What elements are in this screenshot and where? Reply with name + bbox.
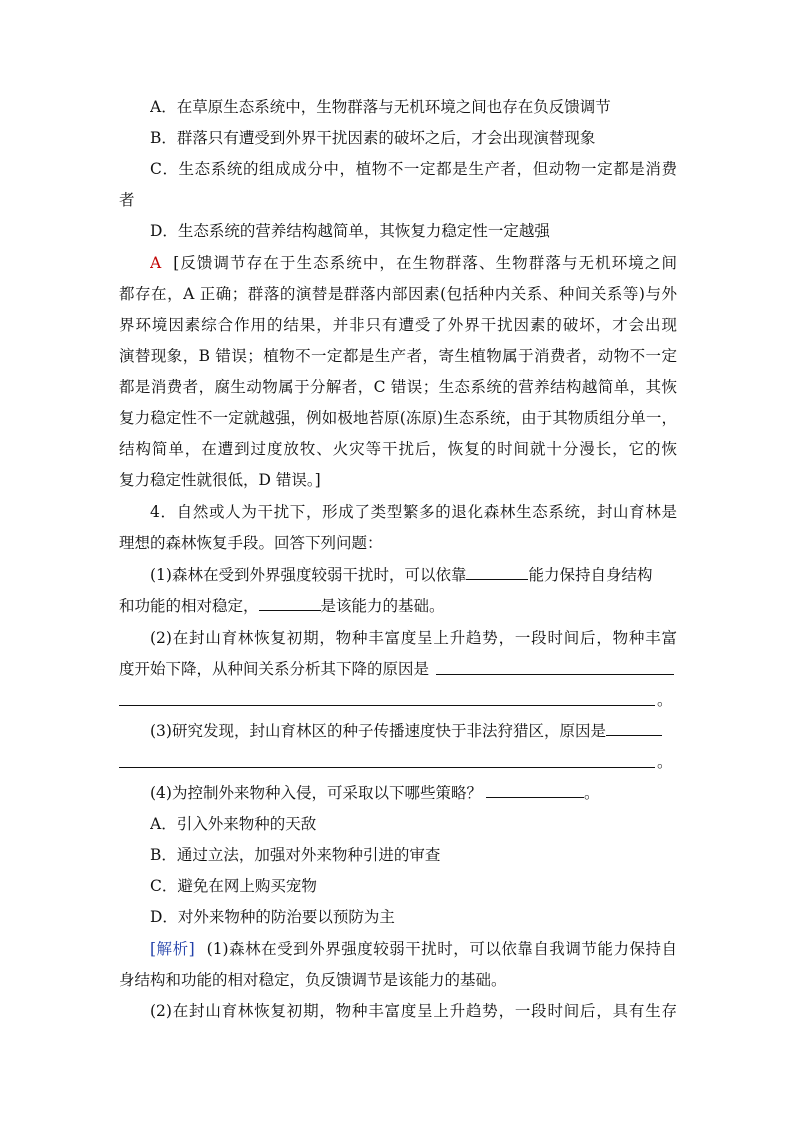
q3-option-c-line1: C．生态系统的组成成分中，植物不一定都是生产者，但动物一定都是消费 [150,160,677,178]
answer-blank[interactable] [436,674,674,675]
q3-explanation-line4: 演替现象，B 错误；植物不一定都是生产者，寄生植物属于消费者，动物不一定 [119,347,677,365]
answer-letter: A [150,254,162,272]
analysis-label: [解析] [150,940,195,958]
q3-explanation-line2: 都存在，A 正确；群落的演替是群落内部因素(包括种内关系、种间关系等)与外 [119,285,677,303]
answer-blank[interactable] [119,767,655,768]
explanation-text: [反馈调节存在于生态系统中，在生物群落、生物群落与无机环境之间 [173,254,677,272]
q4-part2-period: 。 [657,691,673,709]
q4-stem-line2: 理想的森林恢复手段。回答下列问题： [119,534,383,552]
q4-option-b: B．通过立法，加强对外来物种引进的审查 [150,846,441,864]
q4-part2-line2: 度开始下降，从种间关系分析其下降的原因是 [119,660,430,678]
q3-option-d: D．生态系统的营养结构越简单，其恢复力稳定性一定越强 [150,222,550,240]
q4-part3-line1 [150,720,677,742]
answer-blank[interactable] [119,705,655,706]
q4-part1-text-a: (1)森林在受到外界强度较弱干扰时，可以依靠 [150,566,467,584]
q4-part1-text-d: 是该能力的基础。 [320,597,445,615]
q3-explanation-line5: 都是消费者，腐生动物属于分解者，C 错误；生态系统的营养结构越简单，其恢 [119,378,677,396]
q4-part1-line1 [150,564,677,586]
q4-part4-text: (4)为控制外来物种入侵，可采取以下哪些策略？ [150,784,482,802]
q4-part4-period: 。 [583,784,600,802]
q4-part2-line1: (2)在封山育林恢复初期，物种丰富度呈上升趋势，一段时间后，物种丰富 [150,629,677,647]
analysis-text: (1)森林在受到外界强度较弱干扰时，可以依靠自我调节能力保持自 [206,940,677,958]
analysis-line1 [150,938,677,960]
q4-part1-line2 [119,595,677,617]
answer-blank[interactable] [486,782,584,798]
q3-explanation-line8: 复力稳定性就很低，D 错误。] [119,471,321,489]
q3-explanation-line3: 界环境因素综合作用的结果，并非只有遭受了外界干扰因素的破坏，才会出现 [119,316,677,334]
q3-option-c-line2: 者 [119,191,135,209]
q3-explanation-line6: 复力稳定性不一定就越强，例如极地苔原(冻原)生态系统，由于其物质组分单一， [119,409,677,427]
answer-blank[interactable] [606,720,662,736]
q4-option-c: C．避免在网上购买宠物 [150,877,317,895]
answer-blank[interactable] [466,564,528,580]
q4-part1-text-b: 能力保持自身结构 [528,566,653,584]
q4-part4-line [150,782,677,804]
q3-option-a: A．在草原生态系统中，生物群落与无机环境之间也存在负反馈调节 [150,98,611,116]
q4-part3-period: 。 [657,753,673,771]
answer-blank[interactable] [259,595,321,611]
q4-option-a: A．引入外来物种的天敌 [150,815,317,833]
analysis-line2: 身结构和功能的相对稳定，负反馈调节是该能力的基础。 [119,971,507,989]
q3-explanation-line7: 结构简单，在遭到过度放牧、火灾等干扰后，恢复的时间就十分漫长，它的恢 [119,440,677,458]
q4-part3-text: (3)研究发现，封山育林区的种子传播速度快于非法狩猎区，原因是 [150,722,606,740]
q4-stem-line1: 4．自然或人为干扰下，形成了类型繁多的退化森林生态系统，封山育林是 [150,503,677,521]
q4-part1-text-c: 和功能的相对稳定， [119,597,259,615]
q3-explanation-line1 [150,252,677,274]
analysis-line3: (2)在封山育林恢复初期，物种丰富度呈上升趋势，一段时间后，具有生存 [150,1002,677,1020]
q3-option-b: B．群落只有遭受到外界干扰因素的破坏之后，才会出现演替现象 [150,129,596,147]
q4-option-d: D．对外来物种的防治要以预防为主 [150,908,395,926]
